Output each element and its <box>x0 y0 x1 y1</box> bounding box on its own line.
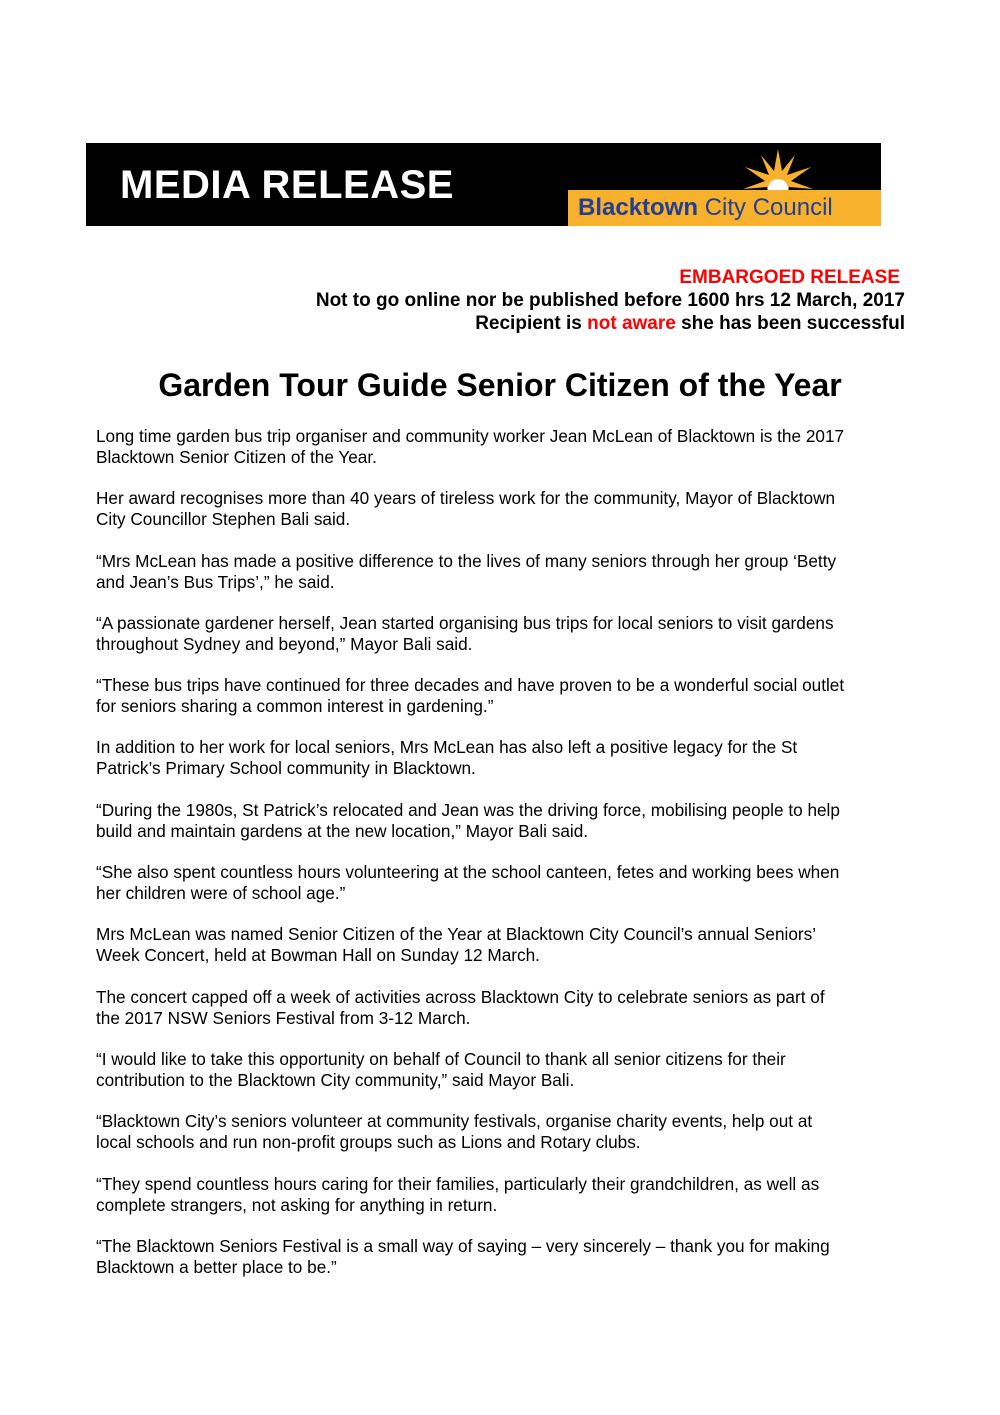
paragraph: Mrs McLean was named Senior Citizen of the Year at Blacktown City Council’s annual Seniors’ Week Concert, held at Bowman Hall on Sunday 12 March. <box>96 924 817 966</box>
paragraph: “A passionate gardener herself, Jean started organising bus trips for local seniors to visit gardens throughout Sydney and beyond,” Mayor Bali said. <box>96 612 834 654</box>
logo-word-council: Council <box>752 194 833 221</box>
paragraph: “During the 1980s, St Patrick’s relocated and Jean was the driving force, mobilising people to help build and maintain gardens at the new location,” Mayor Bali said. <box>96 799 840 841</box>
banner-title: MEDIA RELEASE <box>120 163 454 207</box>
article-body <box>96 426 916 1298</box>
paragraph: “They spend countless hours caring for their families, particularly their grandchildren, as well as complete strangers, not asking for anything in return. <box>96 1173 820 1215</box>
paragraph: Her award recognises more than 40 years of tireless work for the community, Mayor of Blacktown City Councillor Stephen Bali said. <box>96 488 836 530</box>
embargo-notice <box>316 266 905 335</box>
paragraph: Long time garden bus trip organiser and community worker Jean McLean of Blacktown is the 2017 Blacktown Senior Citizen of the Year. <box>96 426 845 467</box>
paragraph: “The Blacktown Seniors Festival is a small way of saying – very sincerely – thank you for making Blacktown a better place to be.” <box>96 1235 830 1277</box>
paragraph: In addition to her work for local seniors, Mrs McLean has also left a positive legacy for the St Patrick’s Primary School community in Blacktown. <box>96 737 798 779</box>
logo-word-blacktown: Blacktown <box>578 194 699 221</box>
page-title: Garden Tour Guide Senior Citizen of the Year <box>158 367 842 403</box>
media-release-banner <box>86 143 881 226</box>
paragraph: “I would like to take this opportunity on behalf of Council to thank all senior citizens for their contribution to the Blacktown City community,” said Mayor Bali. <box>96 1048 786 1090</box>
paragraph: “Mrs McLean has made a positive difference to the lives of many seniors through her group ‘Betty and Jean’s Bus Trips’,” he said. <box>96 550 837 592</box>
blacktown-city-council-logo <box>568 143 881 226</box>
logo-text <box>578 191 833 225</box>
paragraph: “Blacktown City’s seniors volunteer at community festivals, organise charity events, help out at local schools and run non-profit groups such as Lions and Rotary clubs. <box>96 1111 813 1153</box>
logo-word-city: City <box>704 194 747 221</box>
embargo-publish-line: Not to go online nor be published before 1600 hrs 12 March, 2017 <box>315 290 905 311</box>
embargo-recipient-line <box>316 312 905 335</box>
embargo-heading: EMBARGOED RELEASE <box>679 267 900 288</box>
paragraph: “She also spent countless hours volunteering at the school canteen, fetes and working bees when her children were of school age.” <box>96 862 840 904</box>
recipient-suffix: she has been successful <box>675 313 905 334</box>
recipient-highlight: not aware <box>587 313 676 334</box>
paragraph: The concert capped off a week of activities across Blacktown City to celebrate seniors as part of the 2017 NSW Seniors Festival from 3-12 March. <box>96 986 825 1028</box>
recipient-prefix: Recipient is <box>475 313 588 334</box>
paragraph: “These bus trips have continued for three decades and have proven to be a wonderful social outlet for seniors sharing a common interest in gardening.” <box>96 675 845 717</box>
